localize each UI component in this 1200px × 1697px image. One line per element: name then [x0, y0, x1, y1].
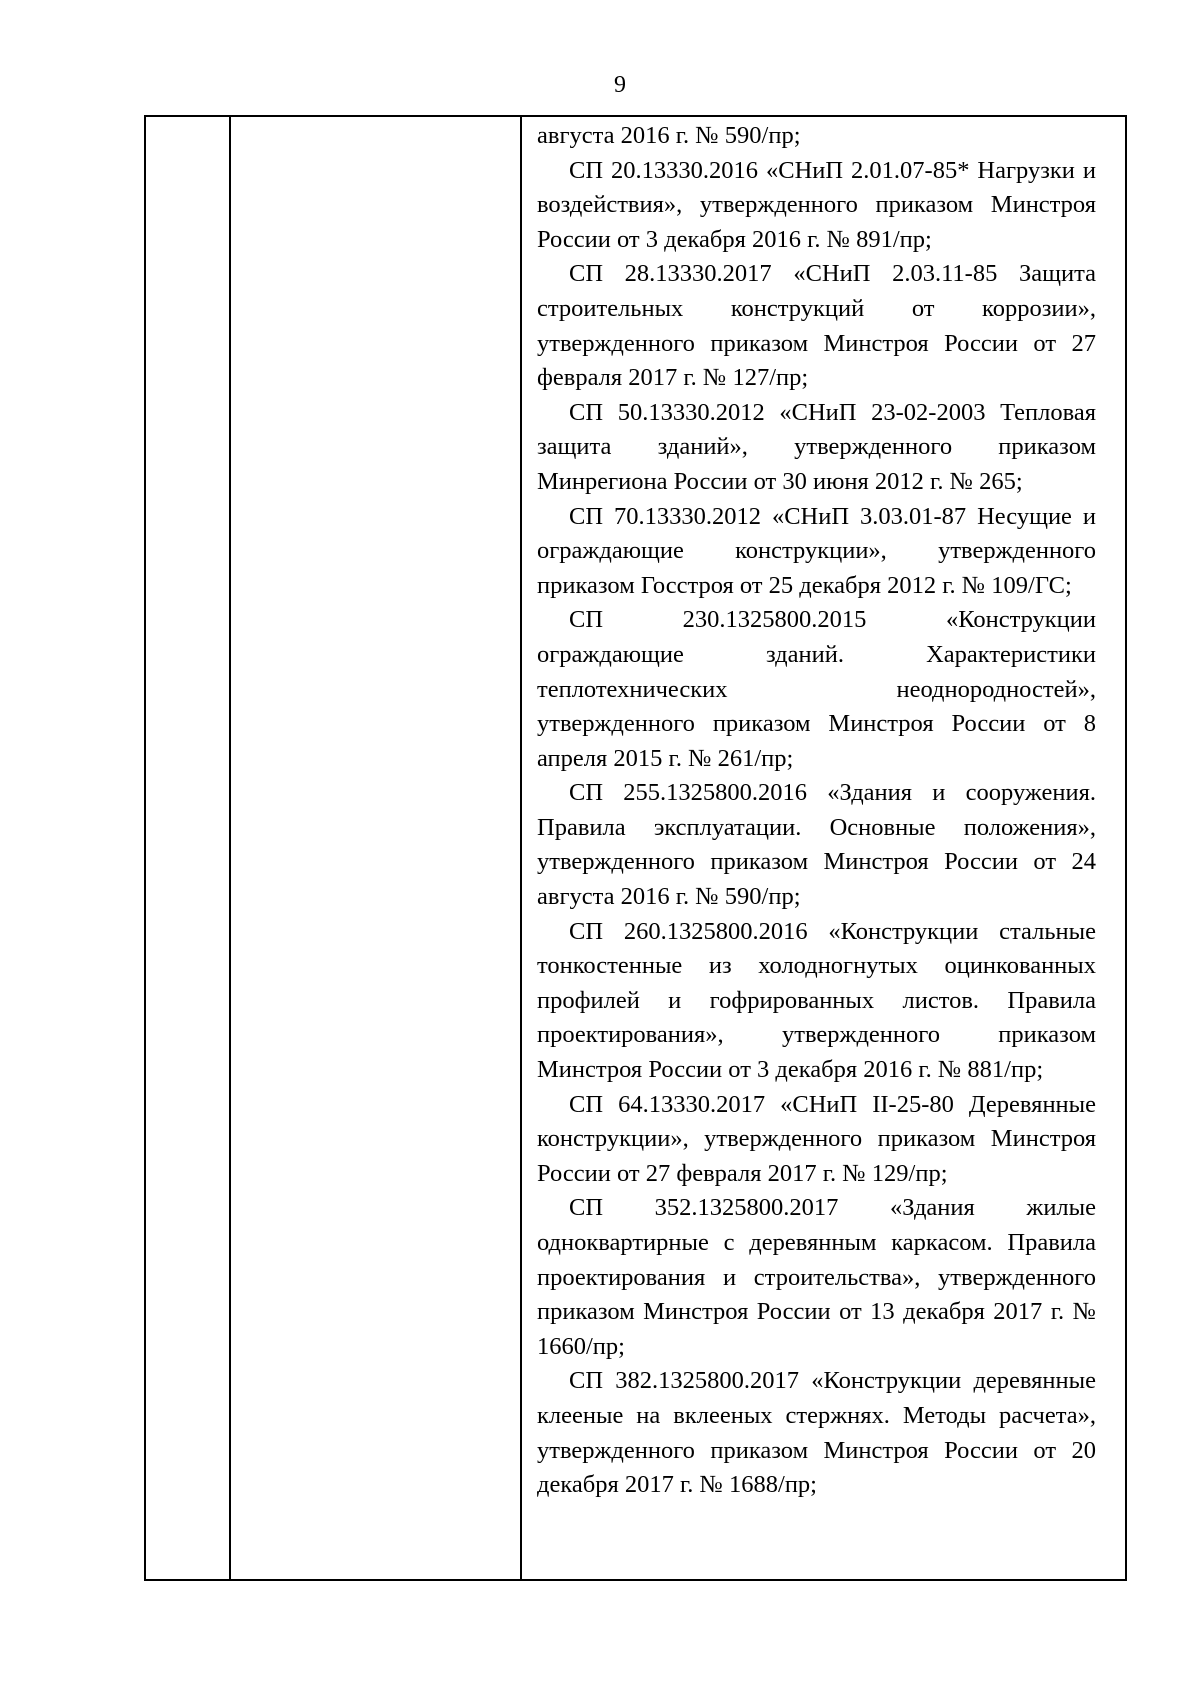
- list-item: СП 64.13330.2017 «СНиП II-25-80 Деревянные конструкции», утвержденного приказом Минстроя России от 27 февраля 2017 г. № 129/пр;: [537, 1090, 1096, 1187]
- table-cell-name: [230, 116, 521, 1580]
- list-item: СП 20.13330.2016 «СНиП 2.01.07-85* Нагрузки и воздействия», утвержденного приказом Минстроя России от 3 декабря 2016 г. № 891/пр;: [537, 156, 1096, 253]
- list-item: СП 70.13330.2012 «СНиП 3.03.01-87 Несущие и ограждающие конструкции», утвержденного приказом Госстроя от 25 декабря 2012 г. № 109/ГС;: [537, 502, 1096, 599]
- list-item: августа 2016 г. № 590/пр;: [537, 122, 801, 149]
- list-item: СП 28.13330.2017 «СНиП 2.03.11-85 Защита строительных конструкций от коррозии», утвержденного приказом Минстроя России от 27 февраля 2017 г. № 127/пр;: [537, 260, 1096, 392]
- page-number: 9: [614, 72, 626, 98]
- table-row: [145, 116, 1126, 1580]
- table-cell-documents: [521, 116, 1126, 1580]
- list-item: СП 50.13330.2012 «СНиП 23-02-2003 Тепловая защита зданий», утвержденного приказом Минрегиона России от 30 июня 2012 г. № 265;: [537, 398, 1096, 495]
- list-item: СП 260.1325800.2016 «Конструкции стальные тонкостенные из холодногнутых оцинкованных профилей и гофрированных листов. Правила проектирования», утвержденного приказом Минстроя России от 3 декабря 2016 г. № 881/пр;: [537, 917, 1096, 1084]
- list-item: СП 382.1325800.2017 «Конструкции деревянные клееные на вклееных стержнях. Методы расчета», утвержденного приказом Минстроя России от 20 декабря 2017 г. № 1688/пр;: [537, 1367, 1096, 1499]
- list-item: СП 255.1325800.2016 «Здания и сооружения. Правила эксплуатации. Основные положения», утвержденного приказом Минстроя России от 24 августа 2016 г. № 590/пр;: [537, 779, 1096, 911]
- list-item: СП 230.1325800.2015 «Конструкции ограждающие зданий. Характеристики теплотехнических неоднородностей», утвержденного приказом Минстроя России от 8 апреля 2015 г. № 261/пр;: [537, 606, 1096, 772]
- table-cell-number: [145, 116, 230, 1580]
- list-item: СП 352.1325800.2017 «Здания жилые одноквартирные с деревянным каркасом. Правила проектирования и строительства», утвержденного приказом Минстроя России от 13 декабря 2017 г. № 1660/пр;: [537, 1194, 1096, 1360]
- document-list: [522, 117, 1125, 1503]
- document-table: [144, 115, 1127, 1581]
